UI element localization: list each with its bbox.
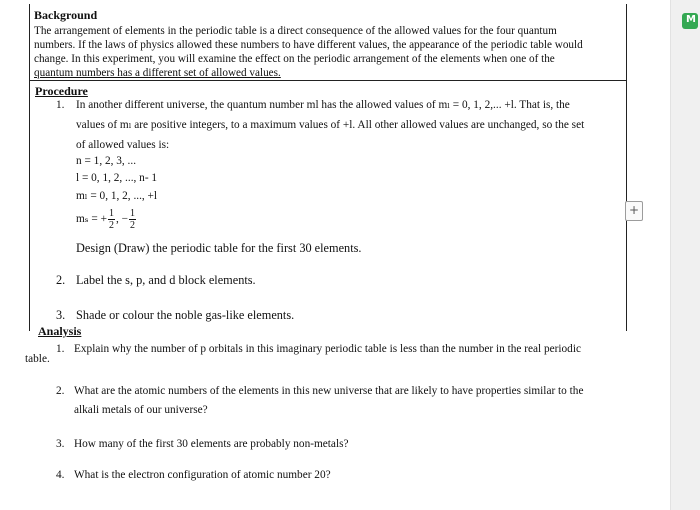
- corner-icon-label: M: [686, 14, 696, 25]
- ms-numerator: 1: [108, 207, 114, 219]
- procedure-item1-line: In another different universe, the quantum number ml has the allowed values of mₗ = 0, 1, 2,... +l. That is, the: [76, 99, 570, 111]
- right-gutter: [670, 0, 700, 510]
- analysis-q-number: 4.: [56, 469, 65, 481]
- procedure-item3: Shade or colour the noble gas-like elements.: [76, 308, 295, 322]
- background-section: [29, 4, 627, 81]
- procedure-item-number: 3.: [56, 308, 66, 322]
- analysis-q-number: 1.: [56, 343, 65, 355]
- background-line: change. In this experiment, you will examine the effect on the periodic arrangement of the elements when one of the: [34, 53, 555, 65]
- background-title: Background: [34, 8, 98, 22]
- value-ml: mₗ = 0, 1, 2, ..., +l: [76, 190, 158, 202]
- background-line: quantum numbers has a different set of allowed values.: [34, 67, 281, 79]
- background-line: numbers. If the laws of physics allowed these numbers to have different values, the appearance of the periodic table would: [34, 39, 583, 51]
- analysis-q-number: 3.: [56, 438, 65, 450]
- analysis-q2-line1: What are the atomic numbers of the elements in this new universe that are likely to have properties similar to the: [74, 385, 584, 397]
- ms-numerator: 1: [130, 207, 136, 219]
- ms-denominator: 2: [108, 219, 114, 231]
- add-content-button[interactable]: +: [625, 201, 643, 221]
- ms-prefix: mₛ = +: [76, 213, 107, 225]
- background-text: [34, 24, 622, 80]
- ms-fraction: [129, 208, 136, 231]
- analysis-q1-line1: Explain why the number of p orbitals in this imaginary periodic table is less than the number in the real periodic: [74, 343, 581, 355]
- value-n: n = 1, 2, 3, ...: [76, 155, 137, 167]
- procedure-item1-task: Design (Draw) the periodic table for the first 30 elements.: [76, 241, 362, 255]
- ms-fraction: [108, 208, 115, 231]
- value-l: l = 0, 1, 2, ..., n- 1: [76, 172, 158, 184]
- app-corner-icon[interactable]: [682, 13, 698, 29]
- procedure-item1-line: of allowed values is:: [76, 139, 170, 151]
- ms-denominator: 2: [130, 219, 136, 231]
- analysis-q2-line2: alkali metals of our universe?: [74, 404, 208, 416]
- procedure-item2: Label the s, p, and d block elements.: [76, 273, 256, 287]
- procedure-item-number: 1.: [56, 99, 65, 111]
- ms-separator: , −: [115, 213, 129, 225]
- procedure-item-number: 2.: [56, 273, 66, 287]
- analysis-q3: How many of the first 30 elements are probably non-metals?: [74, 438, 349, 450]
- analysis-q4: What is the electron configuration of atomic number 20?: [74, 469, 331, 481]
- analysis-q1-line2: table.: [25, 353, 50, 365]
- background-line: The arrangement of elements in the periodic table is a direct consequence of the allowed values for the four quantum: [34, 25, 557, 37]
- analysis-q-number: 2.: [56, 385, 65, 397]
- analysis-title: Analysis: [38, 324, 82, 338]
- value-ms: [76, 207, 137, 231]
- procedure-title: Procedure: [35, 84, 88, 98]
- procedure-item1-line: values of mₗ are positive integers, to a maximum values of +l. All other allowed values are unchanged, so the set: [76, 119, 585, 131]
